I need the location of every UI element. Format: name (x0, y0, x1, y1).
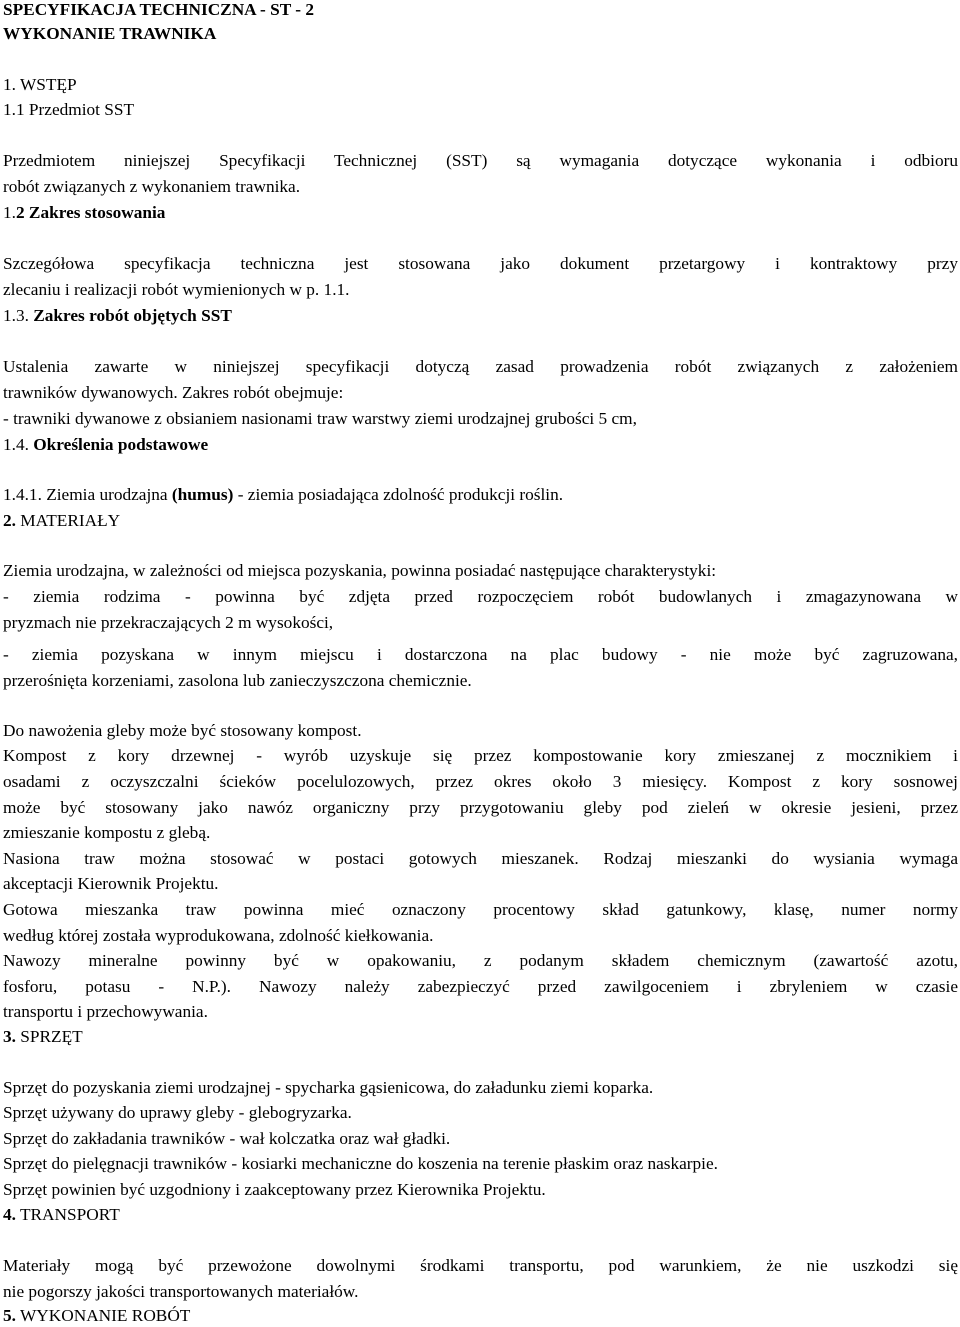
paragraph-line: transportu i przechowywania. (3, 1002, 208, 1021)
definition-line (3, 484, 958, 506)
paragraph-line: Sprzęt do pozyskania ziemi urodzajnej - spycharka gąsienicowa, do załadunku ziemi koparka. (3, 1078, 654, 1097)
section-4-heading (3, 1204, 958, 1226)
paragraph-line: zmieszanie kompostu z glebą. (3, 823, 211, 842)
heading-text: 2 Zakres stosowania (15, 203, 166, 222)
section-1-2-heading (3, 202, 958, 224)
heading-text: SPRZĘT (15, 1027, 83, 1046)
paragraph-line: zlecaniu i realizacji robót wymienionych w p. 1.1. (3, 280, 350, 299)
paragraph-line: Nawozy mineralne powinny być w opakowaniu, z podanym składem chemicznym (zawartość azotu, (3, 951, 958, 970)
paragraph-line: Sprzęt do zakładania trawników - wał kolczatka oraz wał gładki. (3, 1129, 451, 1148)
paragraph-line: Sprzęt używany do uprawy gleby - glebogryzarka. (3, 1103, 352, 1122)
definition-term-bold: (humus) (171, 485, 234, 504)
paragraph-line: przerośnięta korzeniami, zasolona lub zanieczyszczona chemicznie. (3, 671, 472, 690)
section-1-3-heading (3, 305, 958, 327)
paragraph-line: Kompost z kory drzewnej - wyrób uzyskuje się przez kompostowanie kory zmieszanej z mocznikiem i (3, 746, 958, 765)
paragraph-line: pryzmach nie przekraczających 2 m wysokości, (3, 613, 334, 632)
section-3-heading (3, 1026, 958, 1048)
paragraph-line: Gotowa mieszanka traw powinna mieć oznaczony procentowy skład gatunkowy, klasę, numer normy (3, 900, 958, 919)
document-title: SPECYFIKACJA TECHNICZNA - ST - 2 (3, 0, 314, 19)
heading-number: 1.3. (3, 306, 29, 325)
section-2-heading (3, 510, 958, 532)
paragraph-line: fosforu, potasu - N.P.). Nawozy należy zabezpieczyć przed zawilgoceniem i zbryleniem w czasie (3, 977, 958, 996)
heading-text: TRANSPORT (15, 1205, 120, 1224)
paragraph-line: według której została wyprodukowana, zdolność kiełkowania. (3, 926, 434, 945)
heading-number: 1. (3, 203, 16, 222)
paragraph-line: Przedmiotem niniejszej Specyfikacji Technicznej (SST) są wymagania dotyczące wykonania i odbioru (3, 151, 958, 170)
heading-number: 4. (3, 1205, 16, 1224)
paragraph-line: osadami z oczyszczalni ścieków pocelulozowych, przez okres około 3 miesięcy. Kompost z kory sosnowej (3, 772, 958, 791)
paragraph-line: Do nawożenia gleby może być stosowany kompost. (3, 721, 362, 740)
definition-text: - ziemia posiadająca zdolność produkcji roślin. (233, 485, 564, 504)
heading-text: Zakres robót objętych SST (28, 306, 232, 325)
paragraph-line: - ziemia pozyskana w innym miejscu i dostarczona na plac budowy - nie może być zagruzowana, (3, 645, 958, 664)
section-1-heading: 1. WSTĘP (3, 75, 77, 94)
section-1-4-heading (3, 434, 958, 456)
paragraph-line: nie pogorszy jakości transportowanych materiałów. (3, 1282, 359, 1301)
heading-text: Określenia podstawowe (28, 435, 209, 454)
heading-number: 2. (3, 511, 16, 530)
heading-number: 3. (3, 1027, 16, 1046)
paragraph-line: Ustalenia zawarte w niniejszej specyfikacji dotyczą zasad prowadzenia robót związanych z założeniem (3, 357, 958, 376)
paragraph-line: Nasiona traw można stosować w postaci gotowych mieszanek. Rodzaj mieszanki do wysiania wymaga (3, 849, 958, 868)
section-5-heading (3, 1305, 958, 1327)
heading-number: 5. (3, 1306, 16, 1325)
paragraph-line: trawników dywanowych. Zakres robót obejmuje: (3, 383, 344, 402)
definition-term: 1.4.1. Ziemia urodzajna (3, 485, 172, 504)
section-1-1-heading: 1.1 Przedmiot SST (3, 100, 135, 119)
heading-text: MATERIAŁY (15, 511, 121, 530)
paragraph-line: Szczegółowa specyfikacja techniczna jest stosowana jako dokument przetargowy i kontraktowy przy (3, 254, 958, 273)
paragraph-line: Ziemia urodzajna, w zależności od miejsca pozyskania, powinna posiadać następujące charakterystyki: (3, 561, 717, 580)
heading-number: 1.4. (3, 435, 29, 454)
paragraph-line: może być stosowany jako nawóz organiczny przy przygotowaniu gleby pod zieleń w okresie jesieni, przez (3, 798, 958, 817)
paragraph-line: robót związanych z wykonaniem trawnika. (3, 177, 301, 196)
paragraph-line: - ziemia rodzima - powinna być zdjęta przed rozpoczęciem robót budowlanych i zmagazynowana w (3, 587, 958, 606)
paragraph-line: Sprzęt do pielęgnacji trawników - kosiarki mechaniczne do koszenia na terenie płaskim oraz naskarpie. (3, 1154, 718, 1173)
paragraph-line: akceptacji Kierownik Projektu. (3, 874, 219, 893)
document-subtitle: WYKONANIE TRAWNIKA (3, 24, 217, 43)
heading-text: WYKONANIE ROBÓT (15, 1306, 191, 1325)
paragraph-line: Sprzęt powinien być uzgodniony i zaakceptowany przez Kierownika Projektu. (3, 1180, 546, 1199)
paragraph-line: Materiały mogą być przewożone dowolnymi środkami transportu, pod warunkiem, że nie uszkodzi się (3, 1256, 958, 1275)
paragraph-line: - trawniki dywanowe z obsianiem nasionami traw warstwy ziemi urodzajnej grubości 5 cm, (3, 409, 637, 428)
